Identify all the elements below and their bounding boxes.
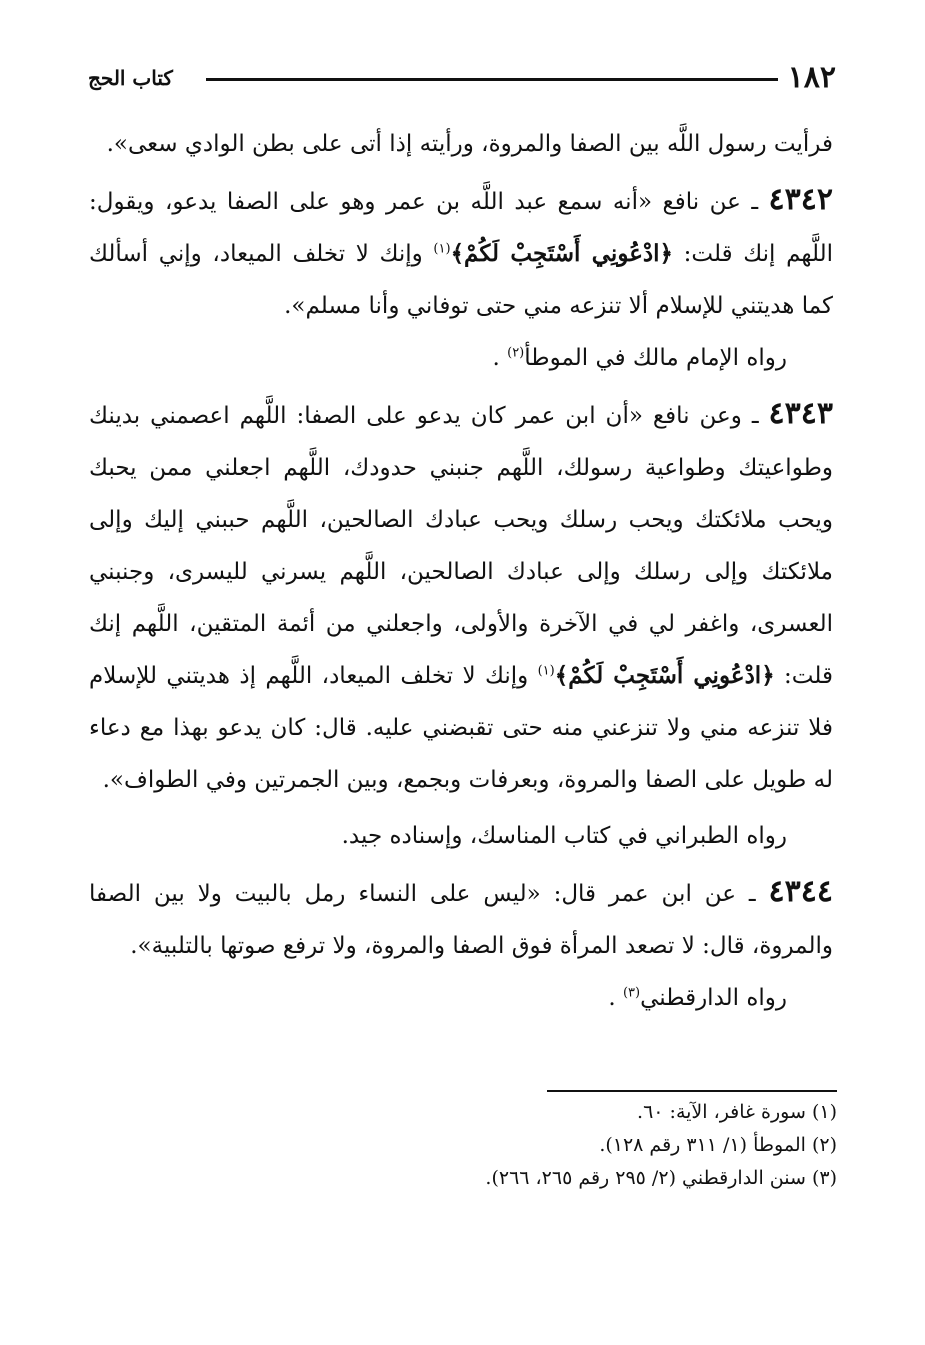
footnote-ref: (١) (537, 663, 555, 679)
narration-4344 (89, 972, 787, 1024)
continuation-paragraph: فرأيت رسول اللَّه بين الصفا والمروة، ورأيته إذا أتى على بطن الوادي سعى». (106, 131, 833, 157)
hadith-text: وإنك لا تخلف الميعاد، اللَّهم إذ هديتني للإسلام فلا تنزعه مني ولا تنزعني منه حتى تقبضني عليه. قال: كان يدعو بهذا مع دعاء له طويل على الصفا والمروة، وبعرفات وبجمع، وبين الجمرتين وفي الطواف». (89, 663, 833, 793)
hadith-text: ـ عن ابن عمر قال: «ليس على النساء رمل بالبيت ولا بين الصفا والمروة، قال: لا تصعد المرأة فوق الصفا والمروة، ولا ترفع صوتها بالتلبية». (89, 881, 833, 959)
hadith-4343 (89, 388, 833, 806)
footnote-2: (٢) الموطأ (١/ ٣١١ رقم ١٢٨). (599, 1134, 837, 1156)
hadith-number: ٤٣٤٤ (768, 874, 833, 909)
hadith-number: ٤٣٤٢ (768, 182, 833, 217)
hadith-number: ٤٣٤٣ (768, 396, 833, 431)
main-text (89, 118, 833, 1024)
hadith-text: ـ وعن نافع «أن ابن عمر كان يدعو على الصفا: اللَّهم اعصمني بدينك وطواعيتك وطواعية رسولك، اللَّهم جنبني حدودك، اللَّهم اجعلني ممن يحبك ويحب ملائكتك ويحب رسلك ويحب عبادك الصالحين، اللَّهم حببني إليك وإلى ملائكتك وإلى رسلك وإلى عبادك الصالحين، اللَّهم يسرني لليسرى، وجنبني العسرى، واغفر لي في الآخرة والأولى، واجعلني من أئمة المتقين، اللَّهم إنك قلت: (89, 403, 833, 689)
page-number: ١٨٢ (787, 60, 836, 95)
hadith-4344 (89, 866, 833, 972)
quran-quote: ﴿ادْعُونِي أَسْتَجِبْ لَكُمْ﴾ (450, 240, 674, 267)
footnotes (277, 1096, 837, 1195)
footnote-3: (٣) سنن الدارقطني (٢/ ٢٩٥ رقم ٢٦٥، ٢٦٦). (485, 1167, 837, 1189)
header-rule (206, 78, 778, 81)
narration-text: رواه الإمام مالك في الموطأ (524, 345, 787, 371)
narration-end: . (492, 345, 508, 371)
footnote-1: (١) سورة غافر، الآية: ٦٠. (637, 1101, 837, 1123)
footnote-ref: (١) (433, 241, 451, 257)
book-title: كتاب الحج (88, 66, 173, 90)
page-header (88, 60, 836, 100)
footnote-ref: (٣) (622, 985, 641, 1001)
hadith-text: وإنك لا تخلف الميعاد، وإني أسألك كما هديتني للإسلام ألا تنزعه مني حتى توفاني وأنا مسلم». (89, 241, 833, 319)
hadith-4342 (89, 174, 833, 332)
narration-4343: رواه الطبراني في كتاب المناسك، وإسناده جيد. (341, 823, 787, 849)
narration-4342 (89, 332, 787, 384)
footnote-ref: (٢) (507, 345, 525, 361)
quran-quote: ﴿ادْعُونِي أَسْتَجِبْ لَكُمْ﴾ (554, 662, 775, 689)
narration-text: رواه الدارقطني (640, 985, 787, 1011)
hadith-text: ـ عن نافع «أنه سمع عبد اللَّه بن عمر وهو على الصفا يدعو، ويقول: اللَّهم إنك قلت: (89, 189, 833, 267)
narration-end: . (608, 985, 623, 1011)
footnote-separator (547, 1090, 837, 1092)
